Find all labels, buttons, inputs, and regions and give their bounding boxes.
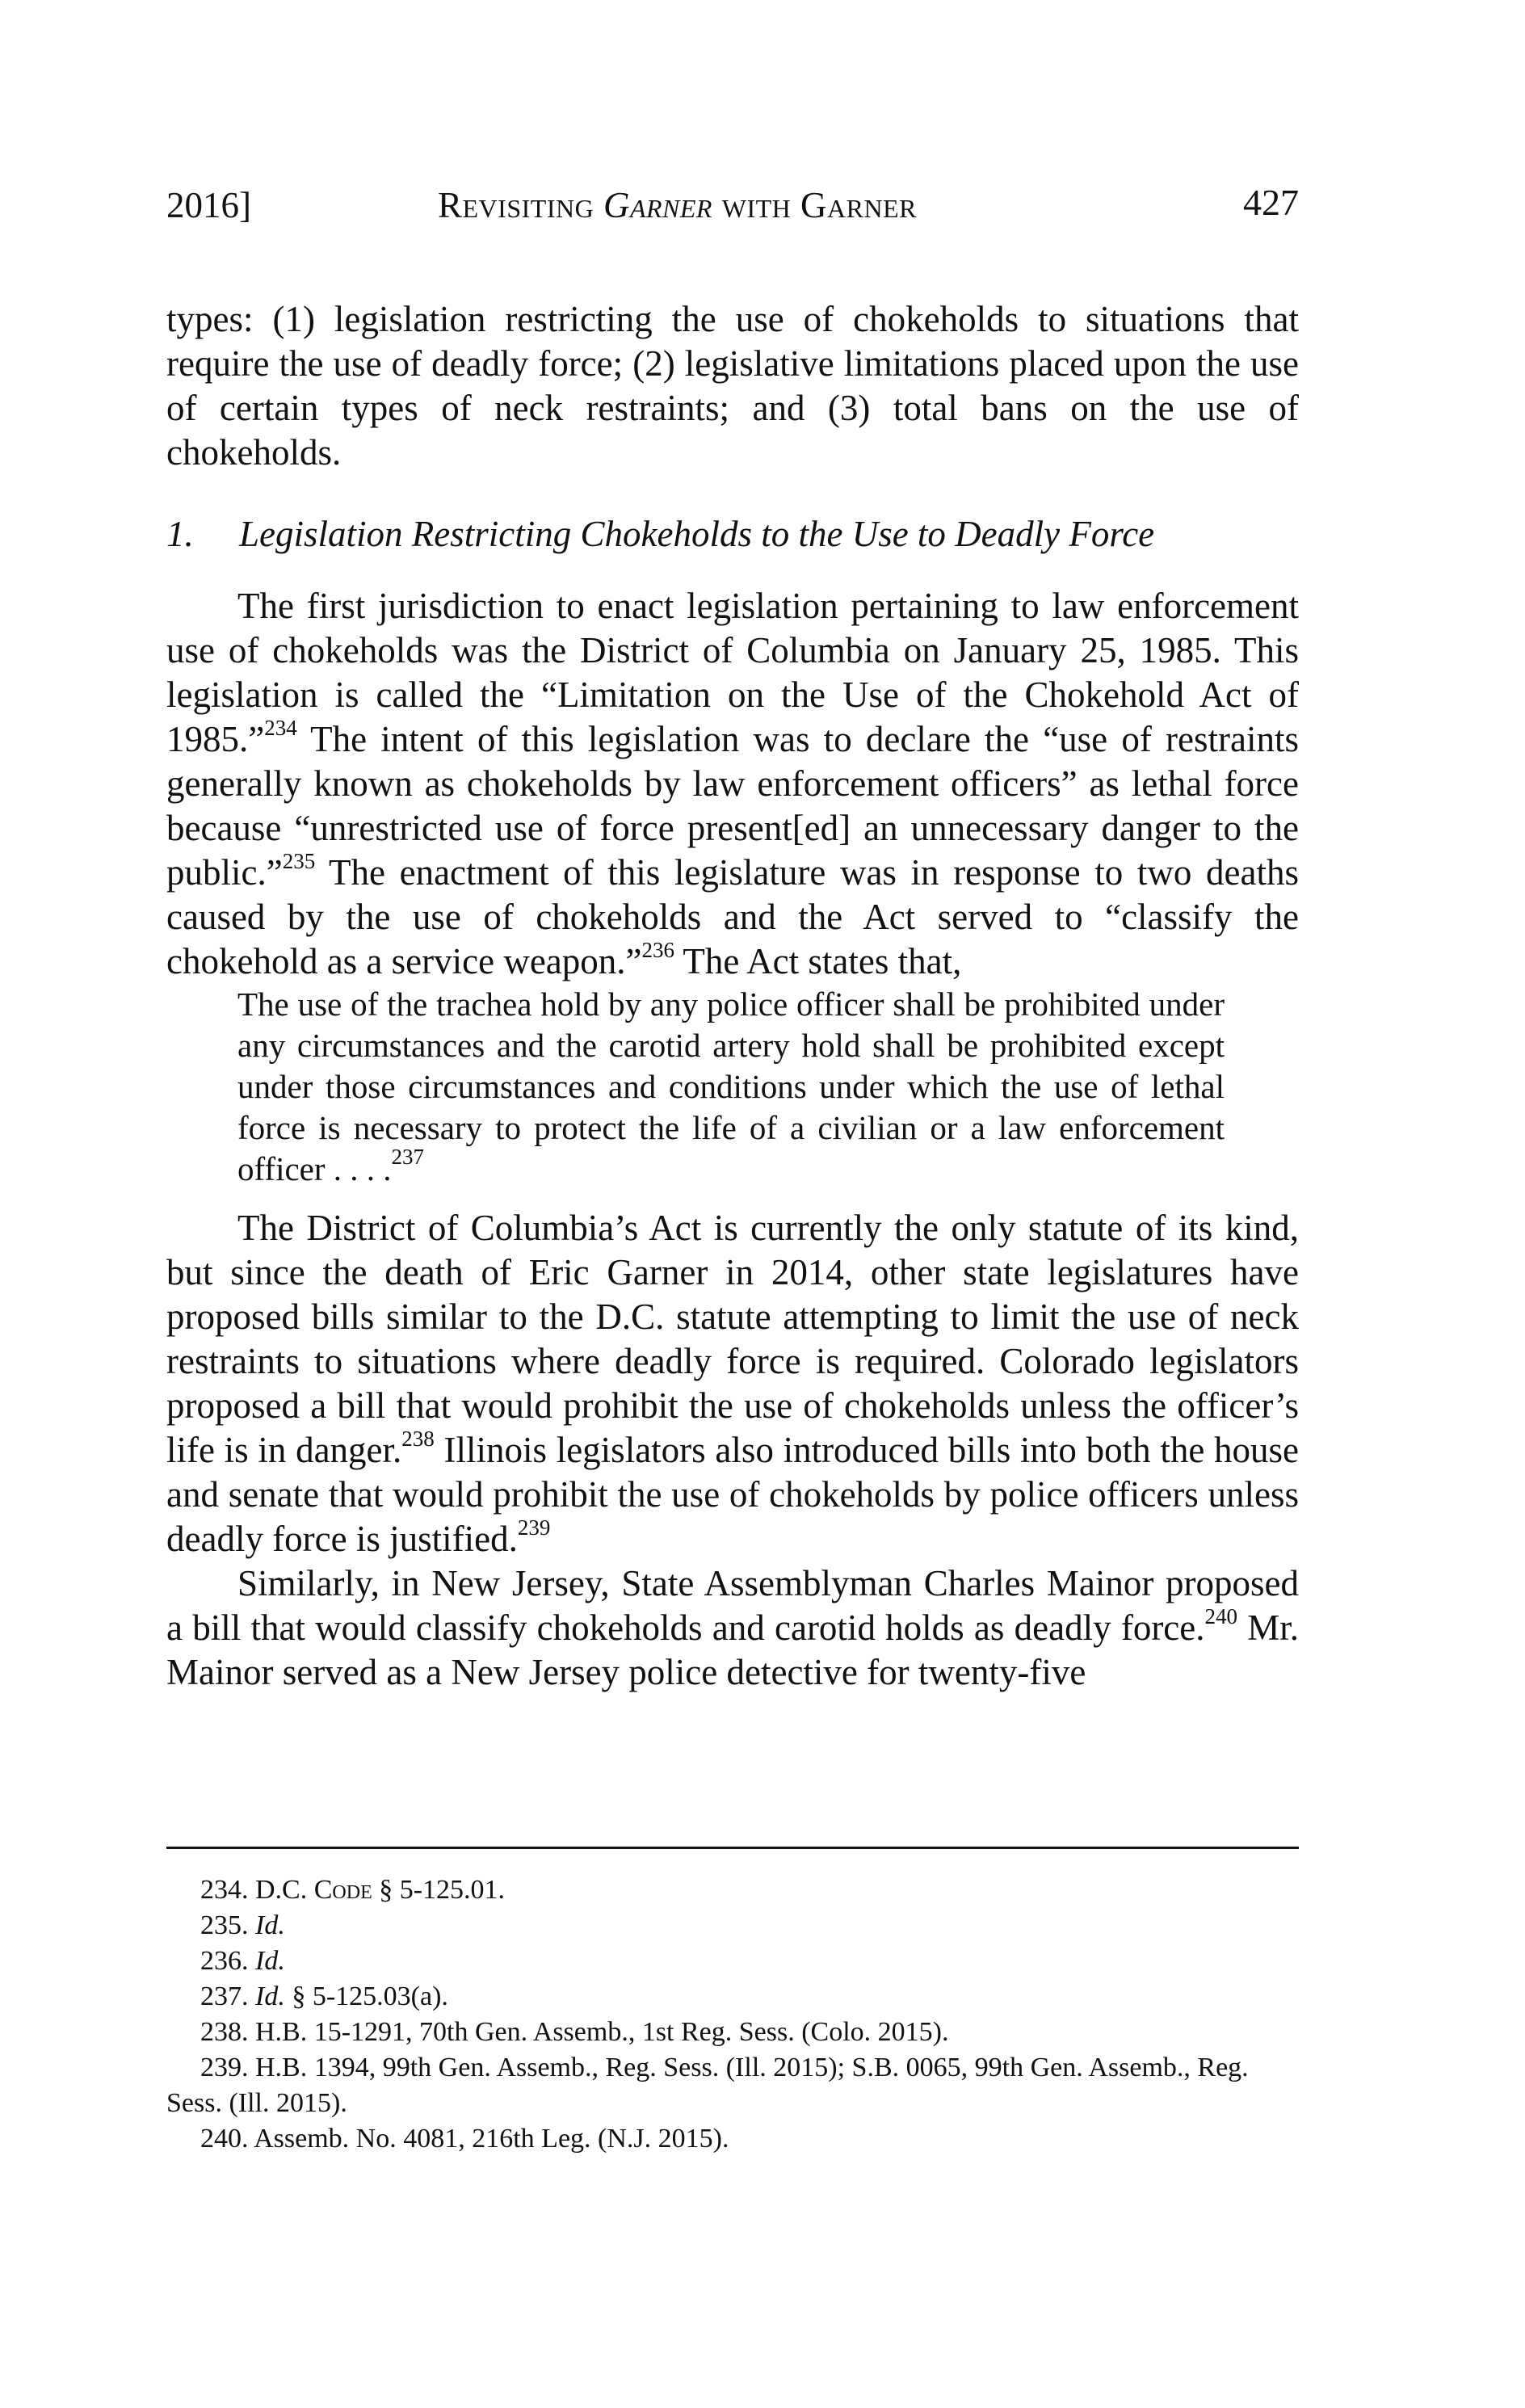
footnote-number: 236. [200,1946,249,1976]
page-number: 427 [1243,182,1299,223]
footnote-235 [166,1908,1299,1944]
running-title-pre: Revisiting [438,185,603,225]
footnote-240: 240. Assemb. No. 4081, 216th Leg. (N.J. 2015). [200,2124,729,2154]
running-head [166,184,1299,233]
volume-year: 2016] [166,185,251,225]
footnote-ref-240[interactable]: 240 [1204,1604,1237,1628]
footnote-code: D.C. Code [255,1875,372,1905]
section-heading-number: 1. [166,514,194,554]
paragraph-new-jersey [166,1561,1299,1695]
footnote-number: 234. [200,1875,249,1905]
footnote-id: Id. [255,1910,285,1940]
paragraph-text: Similarly, in New Jersey, State Assemblyman Charles Mainor proposed a bill that would classify chokeholds and carotid holds as deadly force. [166,1563,1299,1648]
paragraph-state-bills [166,1206,1299,1561]
footnote-ref-234[interactable]: 234 [264,716,297,740]
footnote-ref-238[interactable]: 238 [401,1427,435,1451]
running-title-italic: Garner [603,185,712,225]
footnote-236 [166,1944,1299,1979]
footnote-ref-237[interactable]: 237 [391,1145,425,1169]
running-title [438,184,917,226]
paragraph-text: Illinois legislators also introduced bills into both the house and senate that would prohibit the use of chokeholds by police officers unless deadly force is justified. [166,1430,1299,1559]
footnote-ref-236[interactable]: 236 [641,938,674,962]
footnote-divider [166,1847,1299,1849]
intro-paragraph: types: (1) legislation restricting the use of chokeholds to situations that require the use of deadly force; (2) legislative limitations placed upon the use of certain types of neck restraints; and (3) total bans on the use of chokeholds. [166,299,1299,473]
paragraph-text: The intent of this legislation was to declare the “use of restraints generally known as chokeholds by law enforcement officers” as lethal force because “unrestricted use of force present[ed] an unnecessary danger to the public.” [166,719,1299,893]
section-heading [166,512,1299,557]
paragraph-text: Mr. Mainor served as a New Jersey police detective for twenty-five [166,1607,1300,1692]
paragraph-text: The District of Columbia’s Act is currently the only statute of its kind, but since the death of Eric Garner in 2014, other state legislatures have proposed bills similar to the D.C. statute attempting to limit the use of neck restraints to situations where deadly force is required. Colorado legislators proposed a bill that would prohibit the use of chokeholds unless the officer’s life is in danger. [166,1208,1299,1470]
running-title-post: with Garner [712,185,917,225]
footnote-ref-239[interactable]: 239 [517,1515,551,1540]
paragraph-text: The enactment of this legislature was in response to two deaths caused by the use of chokeholds and the Act served to “classify the chokehold as a service weapon.” [166,852,1299,981]
quote-text: The use of the trachea hold by any police officer shall be prohibited under any circumstances and the carotid artery hold shall be prohibited except under those circumstances and conditions under which the use of lethal force is necessary to protect the life of a civilian or a law enforcement officer . . . . [237,985,1225,1187]
footnote-ref-235[interactable]: 235 [282,849,316,873]
footnote-id: Id. [255,1981,285,2011]
footnote-234 [166,1872,1299,1908]
footnote-text: § 5-125.01. [372,1875,506,1905]
footnote-number: 237. [200,1981,249,2011]
block-quote [237,984,1225,1190]
paragraph-dc-act [166,584,1299,984]
footnotes [166,1872,1299,2157]
paragraph-text: The Act states that, [674,941,962,981]
body-text [166,297,1299,1695]
footnote-239: 239. H.B. 1394, 99th Gen. Assemb., Reg. Sess. (Ill. 2015); S.B. 0065, 99th Gen. Assemb., Reg. Sess. (Ill. 2015). [166,2053,1249,2118]
section-heading-text: Legislation Restricting Chokeholds to the Use to Deadly Force [239,514,1155,554]
footnote-text: § 5-125.03(a). [284,1981,448,2011]
footnote-238: 238. H.B. 15-1291, 70th Gen. Assemb., 1st Reg. Sess. (Colo. 2015). [200,2017,949,2047]
paragraph-text: The first jurisdiction to enact legislation pertaining to law enforcement use of chokeholds was the District of Columbia on January 25, 1985. This legislation is called the “Limitation on the Use of the Chokehold Act of 1985.” [166,586,1299,759]
footnote-id: Id. [255,1946,285,1976]
footnote-237 [166,1979,1299,2015]
footnote-number: 235. [200,1910,249,1940]
